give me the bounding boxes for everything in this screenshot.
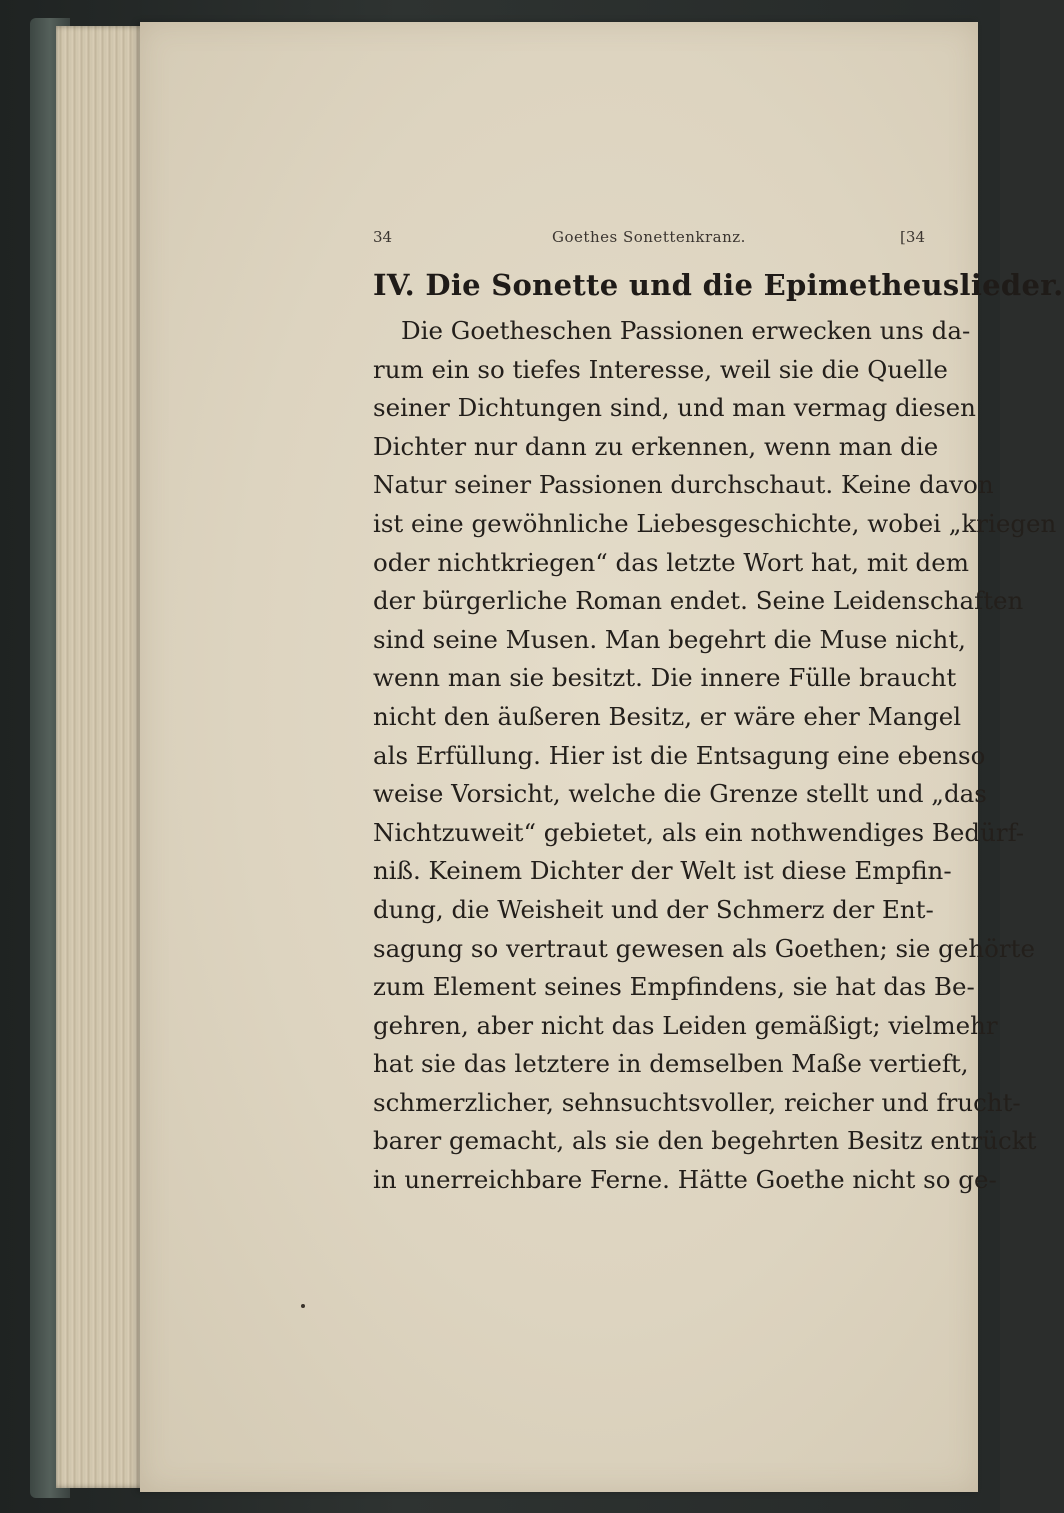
text-line: hat sie das letztere in demselben Maße vertieft,	[373, 1049, 969, 1079]
text-line: in unerreichbare Ferne. Hätte Goethe nicht so ge-	[373, 1165, 997, 1195]
text-line: rum ein so tiefes Interesse, weil sie die Quelle	[373, 354, 948, 384]
text-line: oder nichtkriegen“ das letzte Wort hat, mit dem	[373, 547, 969, 577]
text-line: gehren, aber nicht das Leiden gemäßigt; vielmehr	[373, 1010, 998, 1040]
text-line: barer gemacht, als sie den begehrten Besitz entrückt	[373, 1126, 1037, 1156]
text-line: wenn man sie besitzt. Die innere Fülle braucht	[373, 663, 957, 693]
text-line: Die Goetheschen Passionen erwecken uns da-	[401, 316, 971, 345]
text-line: seiner Dichtungen sind, und man vermag diesen	[373, 393, 976, 423]
text-line: als Erfüllung. Hier ist die Entsagung eine ebenso	[373, 740, 986, 770]
text-line: Natur seiner Passionen durchschaut. Keine davon	[373, 470, 994, 500]
paper-speck	[301, 1304, 305, 1308]
text-line: Nichtzuweit“ gebietet, als ein nothwendiges Bedürf-	[373, 817, 1025, 847]
text-line: weise Vorsicht, welche die Grenze stellt und „das	[373, 779, 987, 809]
page-number-left: 34	[373, 228, 393, 246]
page-number-right: [34	[900, 228, 925, 246]
text-line: niß. Keinem Dichter der Welt ist diese Empfin-	[373, 856, 952, 886]
text-line: sind seine Musen. Man begehrt die Muse nicht,	[373, 624, 966, 654]
text-line: nicht den äußeren Besitz, er wäre eher Mangel	[373, 701, 962, 731]
text-line: dung, die Weisheit und der Schmerz der Ent-	[373, 894, 934, 924]
text-line: sagung so vertraut gewesen als Goethen; sie gehörte	[373, 933, 1035, 963]
text-line: schmerzlicher, sehnsuchtsvoller, reicher und frucht-	[373, 1087, 1021, 1117]
body-text	[373, 312, 1057, 1200]
text-line: der bürgerliche Roman endet. Seine Leidenschaften	[373, 586, 1024, 616]
section-heading: IV. Die Sonette und die Epimetheuslieder.	[373, 268, 1064, 302]
text-line: zum Element seines Empfindens, sie hat das Be-	[373, 972, 975, 1002]
running-head	[373, 228, 925, 250]
text-line: Dichter nur dann zu erkennen, wenn man die	[373, 431, 939, 461]
text-line: ist eine gewöhnliche Liebesgeschichte, wobei „kriegen	[373, 508, 1057, 538]
running-title: Goethes Sonettenkranz.	[552, 228, 746, 246]
